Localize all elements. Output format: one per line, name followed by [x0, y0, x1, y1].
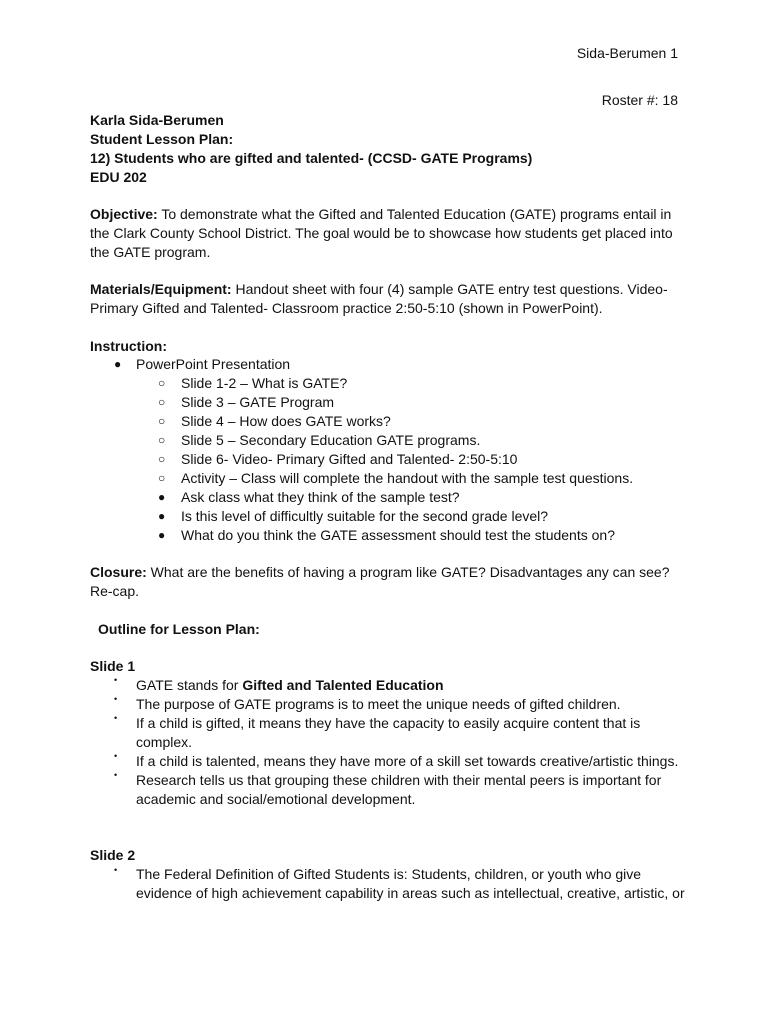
page-header-label: Sida-Berumen 1	[576, 45, 678, 61]
instruction-sub-item: Slide 5 – Secondary Education GATE programs.	[181, 432, 481, 448]
instruction-sub-item: Slide 3 – GATE Program	[181, 394, 335, 410]
instruction-label: Instruction:	[90, 338, 167, 354]
outline-heading: Outline for Lesson Plan:	[98, 621, 260, 637]
instruction-sub-item: Activity – Class will complete the handout with the sample test questions.	[181, 470, 634, 486]
instruction-sub-item: Slide 4 – How does GATE works?	[181, 413, 391, 429]
slide1-item: The purpose of GATE programs is to meet the unique needs of gifted children.	[136, 696, 621, 712]
slide1-item-cont: academic and social/emotional development.	[136, 791, 416, 807]
objective-line-1: Objective: To demonstrate what the Gifted and Talented Education (GATE) programs entail in	[90, 206, 672, 222]
materials-label: Materials/Equipment:	[90, 281, 232, 297]
circle-bullet-icon: ○	[158, 452, 166, 466]
circle-bullet-icon: ○	[158, 376, 166, 390]
small-bullet-icon: •	[114, 865, 118, 875]
materials-line-2: Primary Gifted and Talented- Classroom practice 2:50-5:10 (shown in PowerPoint).	[90, 300, 603, 316]
instruction-question: What do you think the GATE assessment should test the students on?	[181, 527, 615, 543]
instruction-question: Is this level of difficultly suitable for the second grade level?	[181, 508, 549, 524]
bullet-dot-icon: ●	[158, 490, 166, 504]
small-bullet-icon: •	[114, 694, 118, 704]
small-bullet-icon: •	[114, 675, 118, 685]
small-bullet-icon: •	[114, 770, 118, 780]
slide1-item: If a child is talented, means they have more of a skill set towards creative/artistic things.	[136, 753, 679, 769]
instruction-question: Ask class what they think of the sample test?	[181, 489, 460, 505]
slide1-item: GATE stands for Gifted and Talented Education	[136, 677, 444, 693]
slide1-item-cont: complex.	[136, 734, 193, 750]
slide2-item: The Federal Definition of Gifted Students is: Students, children, or youth who give	[136, 866, 642, 882]
circle-bullet-icon: ○	[158, 395, 166, 409]
circle-bullet-icon: ○	[158, 414, 166, 428]
bullet-dot-icon: ●	[114, 357, 122, 371]
circle-bullet-icon: ○	[158, 433, 166, 447]
objective-line-3: the GATE program.	[90, 244, 211, 260]
slide2-heading: Slide 2	[90, 847, 136, 863]
lesson-topic: 12) Students who are gifted and talented- (CCSD- GATE Programs)	[90, 150, 533, 166]
instruction-top-item: PowerPoint Presentation	[136, 356, 291, 372]
bullet-dot-icon: ●	[158, 528, 166, 542]
small-bullet-icon: •	[114, 713, 118, 723]
slide2-item-cont: evidence of high achievement capability in areas such as intellectual, creative, artistic, or	[136, 885, 685, 901]
objective-line-2: the Clark County School District. The goal would be to showcase how students get placed into	[90, 225, 673, 241]
materials-line-1: Materials/Equipment: Handout sheet with four (4) sample GATE entry test questions. Video-	[90, 281, 668, 297]
objective-label: Objective:	[90, 206, 158, 222]
closure-label: Closure:	[90, 564, 147, 580]
roster-number: Roster #: 18	[601, 92, 678, 108]
instruction-sub-item: Slide 1-2 – What is GATE?	[181, 375, 348, 391]
closure-line-2: Re-cap.	[90, 583, 140, 599]
slide1-heading: Slide 1	[90, 658, 136, 674]
course-code: EDU 202	[90, 169, 147, 185]
bullet-dot-icon: ●	[158, 509, 166, 523]
slide1-item: Research tells us that grouping these children with their mental peers is important for	[136, 772, 662, 788]
author-name: Karla Sida-Berumen	[90, 112, 224, 128]
small-bullet-icon: •	[114, 751, 118, 761]
circle-bullet-icon: ○	[158, 471, 166, 485]
slide1-item: If a child is gifted, it means they have the capacity to easily acquire content that is	[136, 715, 641, 731]
instruction-sub-item: Slide 6- Video- Primary Gifted and Talented- 2:50-5:10	[181, 451, 518, 467]
closure-line-1: Closure: What are the benefits of having a program like GATE? Disadvantages any can see?	[90, 564, 670, 580]
doc-type: Student Lesson Plan:	[90, 131, 234, 147]
